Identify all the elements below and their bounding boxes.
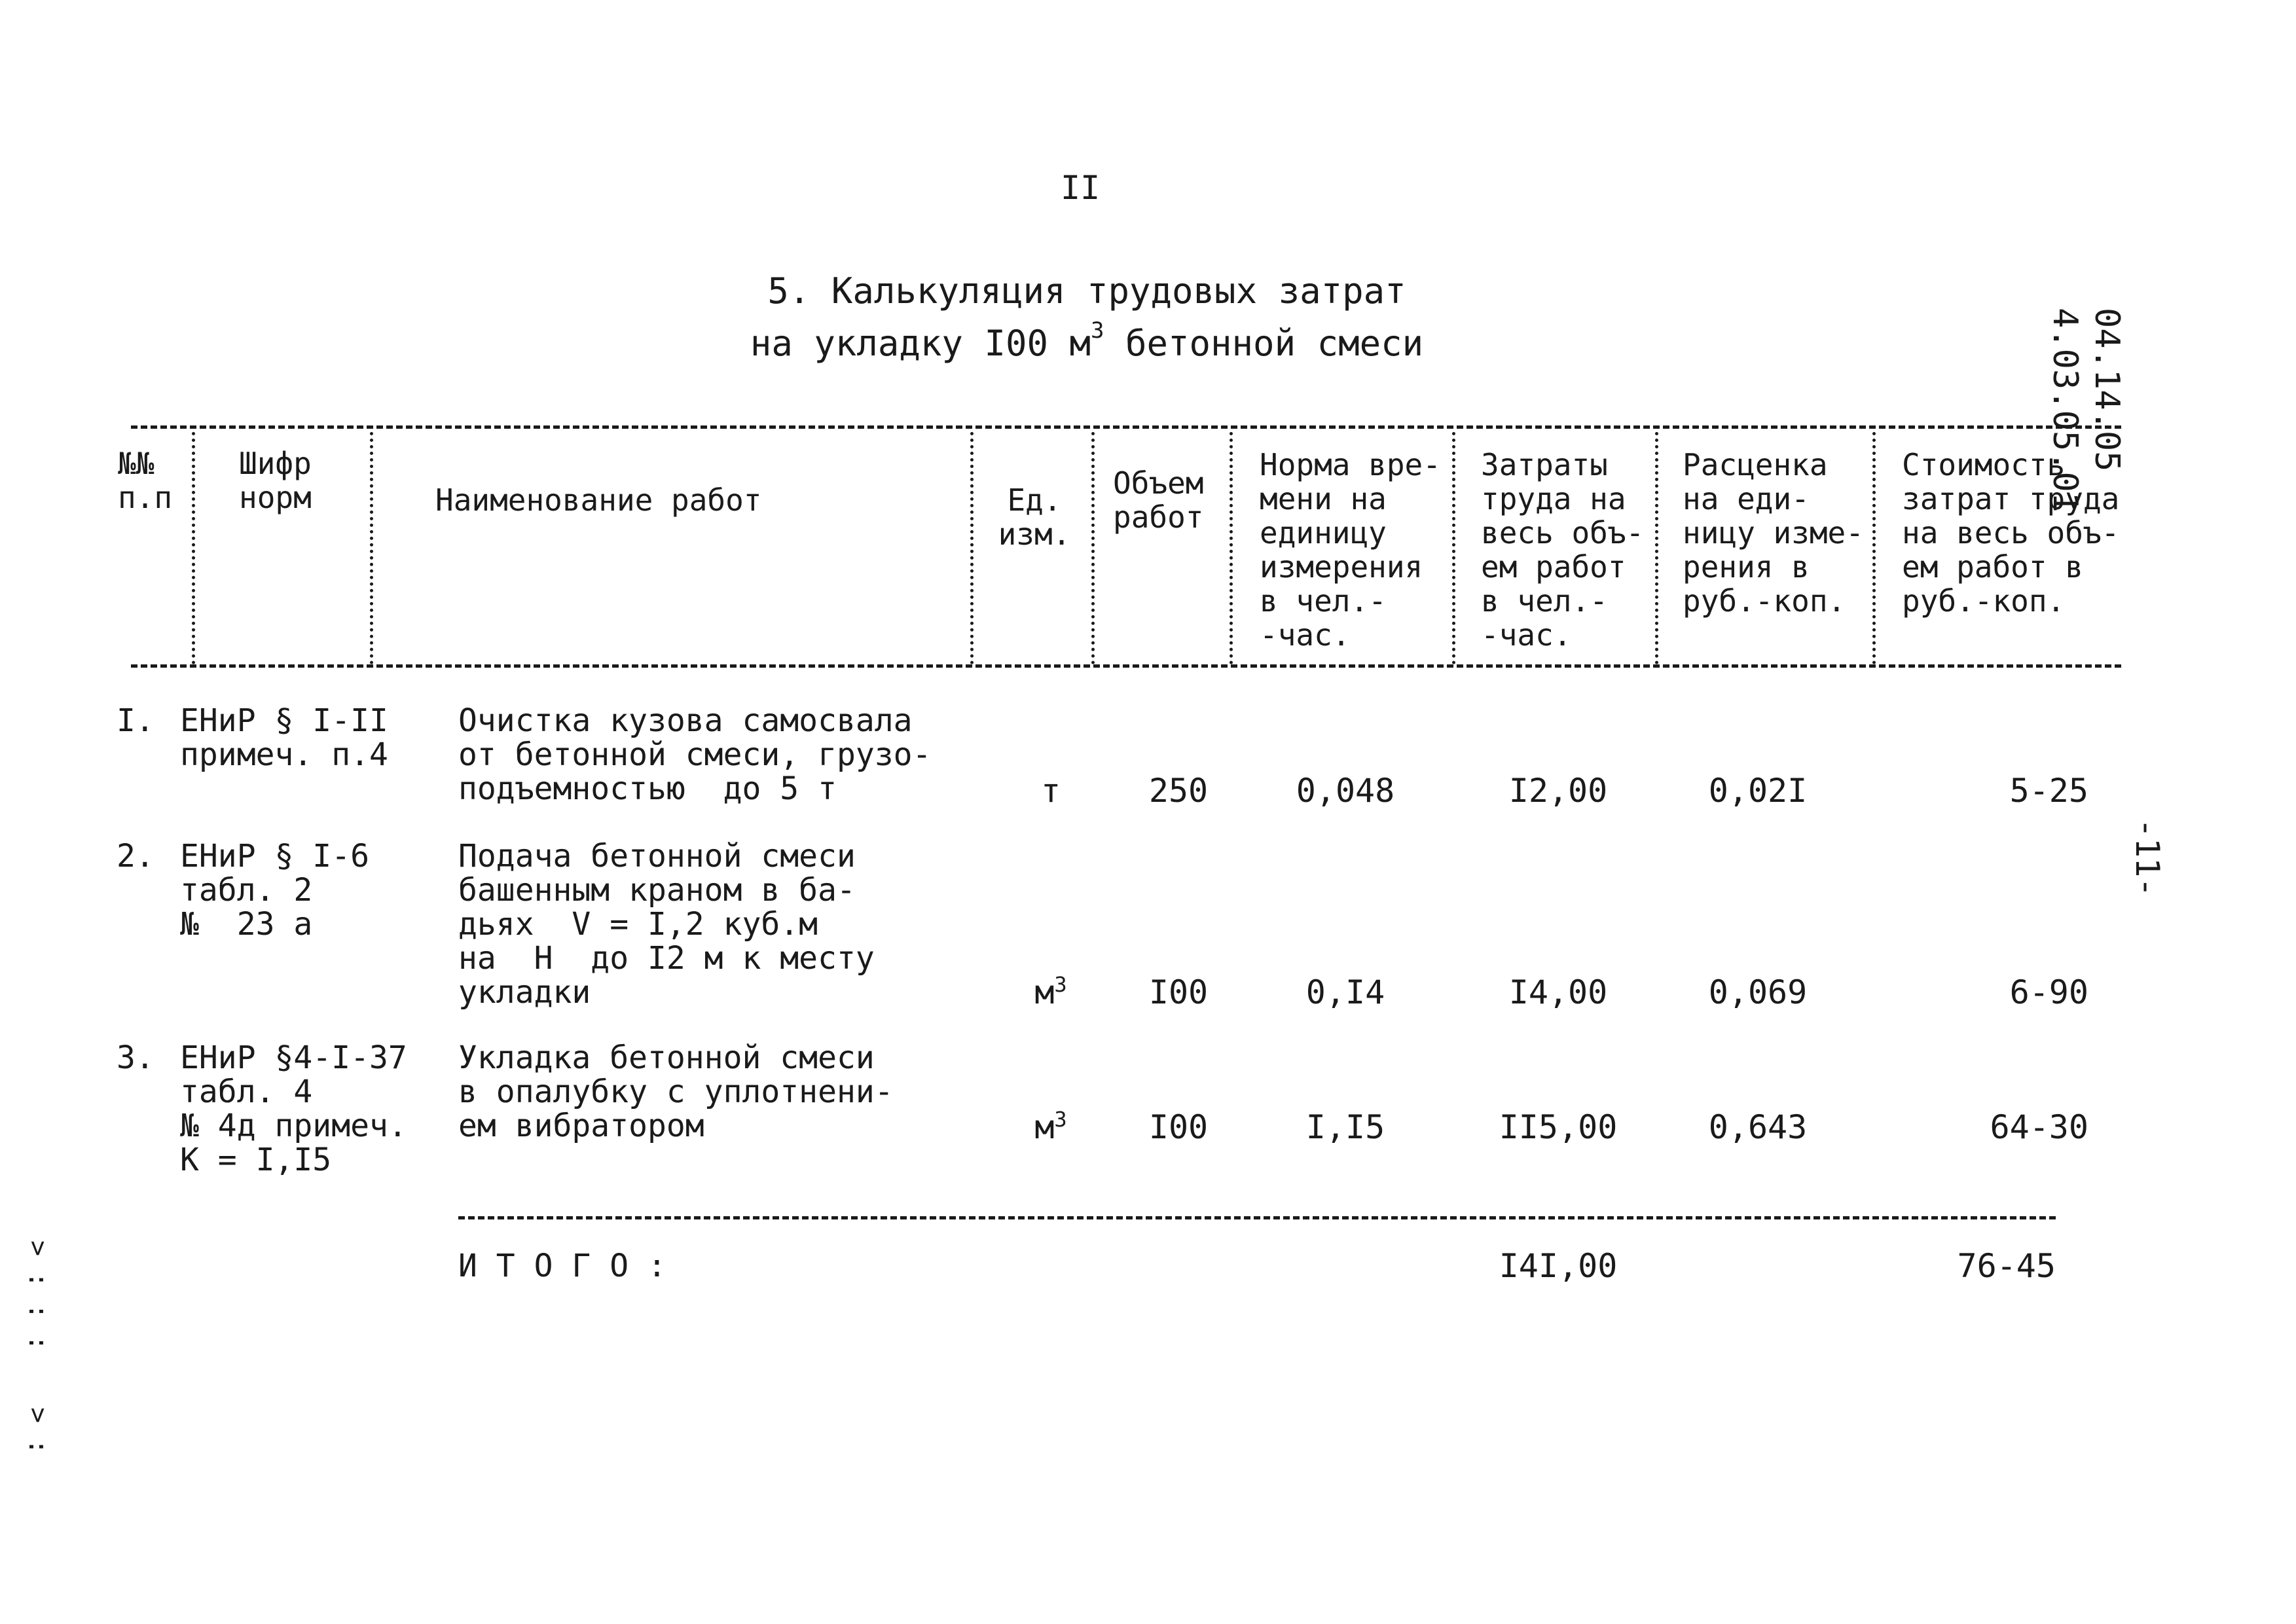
col-header-num: №№ п.п [118,446,173,515]
row-2-unit-text: м [1034,973,1055,1011]
row-1-norm: 0,048 [1296,772,1395,810]
row-3-rate: 0,643 [1708,1108,1808,1146]
row-1-cost: 5-25 [2009,772,2088,810]
col-sep-7 [1655,432,1658,664]
row-1-name: Очистка кузова самосвала от бетонной смеси, грузо- подъемностью до 5 т [458,702,932,807]
col-header-code: Шифр норм [239,446,312,515]
row-3-unit [1025,1107,1077,1146]
title-line-2 [0,317,2174,364]
col-header-volume: Объем работ [1113,465,1204,535]
col-header-cost: Стоимость затрат труда на весь объ- ем работ в руб.-коп. [1902,447,2120,619]
row-1-code: ЕНиР § I-II примеч. п.4 [180,702,388,773]
total-cost: 76-45 [1957,1247,2056,1285]
row-3-volume: I00 [1148,1108,1209,1146]
col-sep-8 [1872,432,1876,664]
page-number: II [1061,169,1101,207]
row-2-name: Подача бетонной смеси башенным краном в ба- дьях V = I,2 куб.м на Н до I2 м к месту укладки [458,838,875,1011]
col-header-norm: Норма вре- мени на единицу измерения в чел.- -час. [1260,447,1441,653]
total-labor: I4I,00 [1499,1247,1618,1285]
row-3-unit-sup: 3 [1054,1107,1067,1132]
row-2-rate: 0,069 [1708,973,1808,1011]
col-sep-5 [1230,432,1233,664]
total-label: И Т О Г О : [458,1248,666,1284]
col-sep-4 [1091,432,1095,664]
col-header-unit: Ед. изм. [998,482,1071,552]
col-sep-6 [1452,432,1455,664]
row-3-unit-text: м [1034,1108,1055,1146]
row-3-norm: I,I5 [1305,1108,1385,1146]
edge-mark-1: > : : : [23,1240,53,1351]
row-1-unit-text: т [1040,772,1061,810]
row-2-unit [1025,972,1077,1011]
row-2-norm: 0,I4 [1305,973,1385,1011]
row-1-rate: 0,02I [1708,772,1808,810]
row-3-num: 3. [117,1039,155,1076]
row-1-volume: 250 [1148,772,1209,810]
row-3-name: Укладка бетонной смеси в опалубку с уплотнени- ем вибратором [458,1039,894,1144]
side-page-mark: -11- [2128,818,2166,897]
col-sep-2 [370,432,373,664]
title-line-1: 5. Калькуляция трудовых затрат [767,270,1406,312]
document-code [2045,308,2296,513]
edge-mark-2: > : [23,1407,53,1455]
title-unit-superscript: 3 [1091,317,1104,344]
row-3-code: ЕНиР §4-I-37 табл. 4 № 4д примеч. К = I,I5 [180,1039,407,1178]
header-bottom-rule [131,664,2121,668]
row-2-cost: 6-90 [2009,973,2088,1011]
row-2-volume: I00 [1148,973,1209,1011]
col-header-labor: Затраты труда на весь объ- ем работ в чел.- -час. [1481,447,1645,653]
col-header-name: Наименование работ [435,482,762,518]
title-line-2-text: на укладку I00 м [750,323,1091,364]
document-code-text: 04.14.05 4.03.05.01 [2045,308,2126,513]
col-sep-3 [970,432,974,664]
row-2-code: ЕНиР § I-6 табл. 2 № 23 а [180,838,369,943]
header-top-rule [131,425,2121,429]
row-3-cost: 64-30 [1990,1108,2088,1146]
row-1-num: I. [117,702,155,739]
row-2-labor: I4,00 [1508,973,1608,1011]
row-1-unit [1025,774,1077,808]
row-2-unit-sup: 3 [1054,972,1067,997]
title-line-2-tail: бетонной смеси [1104,323,1424,364]
row-3-labor: II5,00 [1499,1108,1618,1146]
row-2-num: 2. [117,838,155,875]
col-header-rate: Расценка на еди- ницу изме- рения в руб.-коп. [1683,447,1864,619]
total-rule [458,1216,2056,1219]
row-1-labor: I2,00 [1508,772,1608,810]
col-sep-1 [192,432,195,664]
